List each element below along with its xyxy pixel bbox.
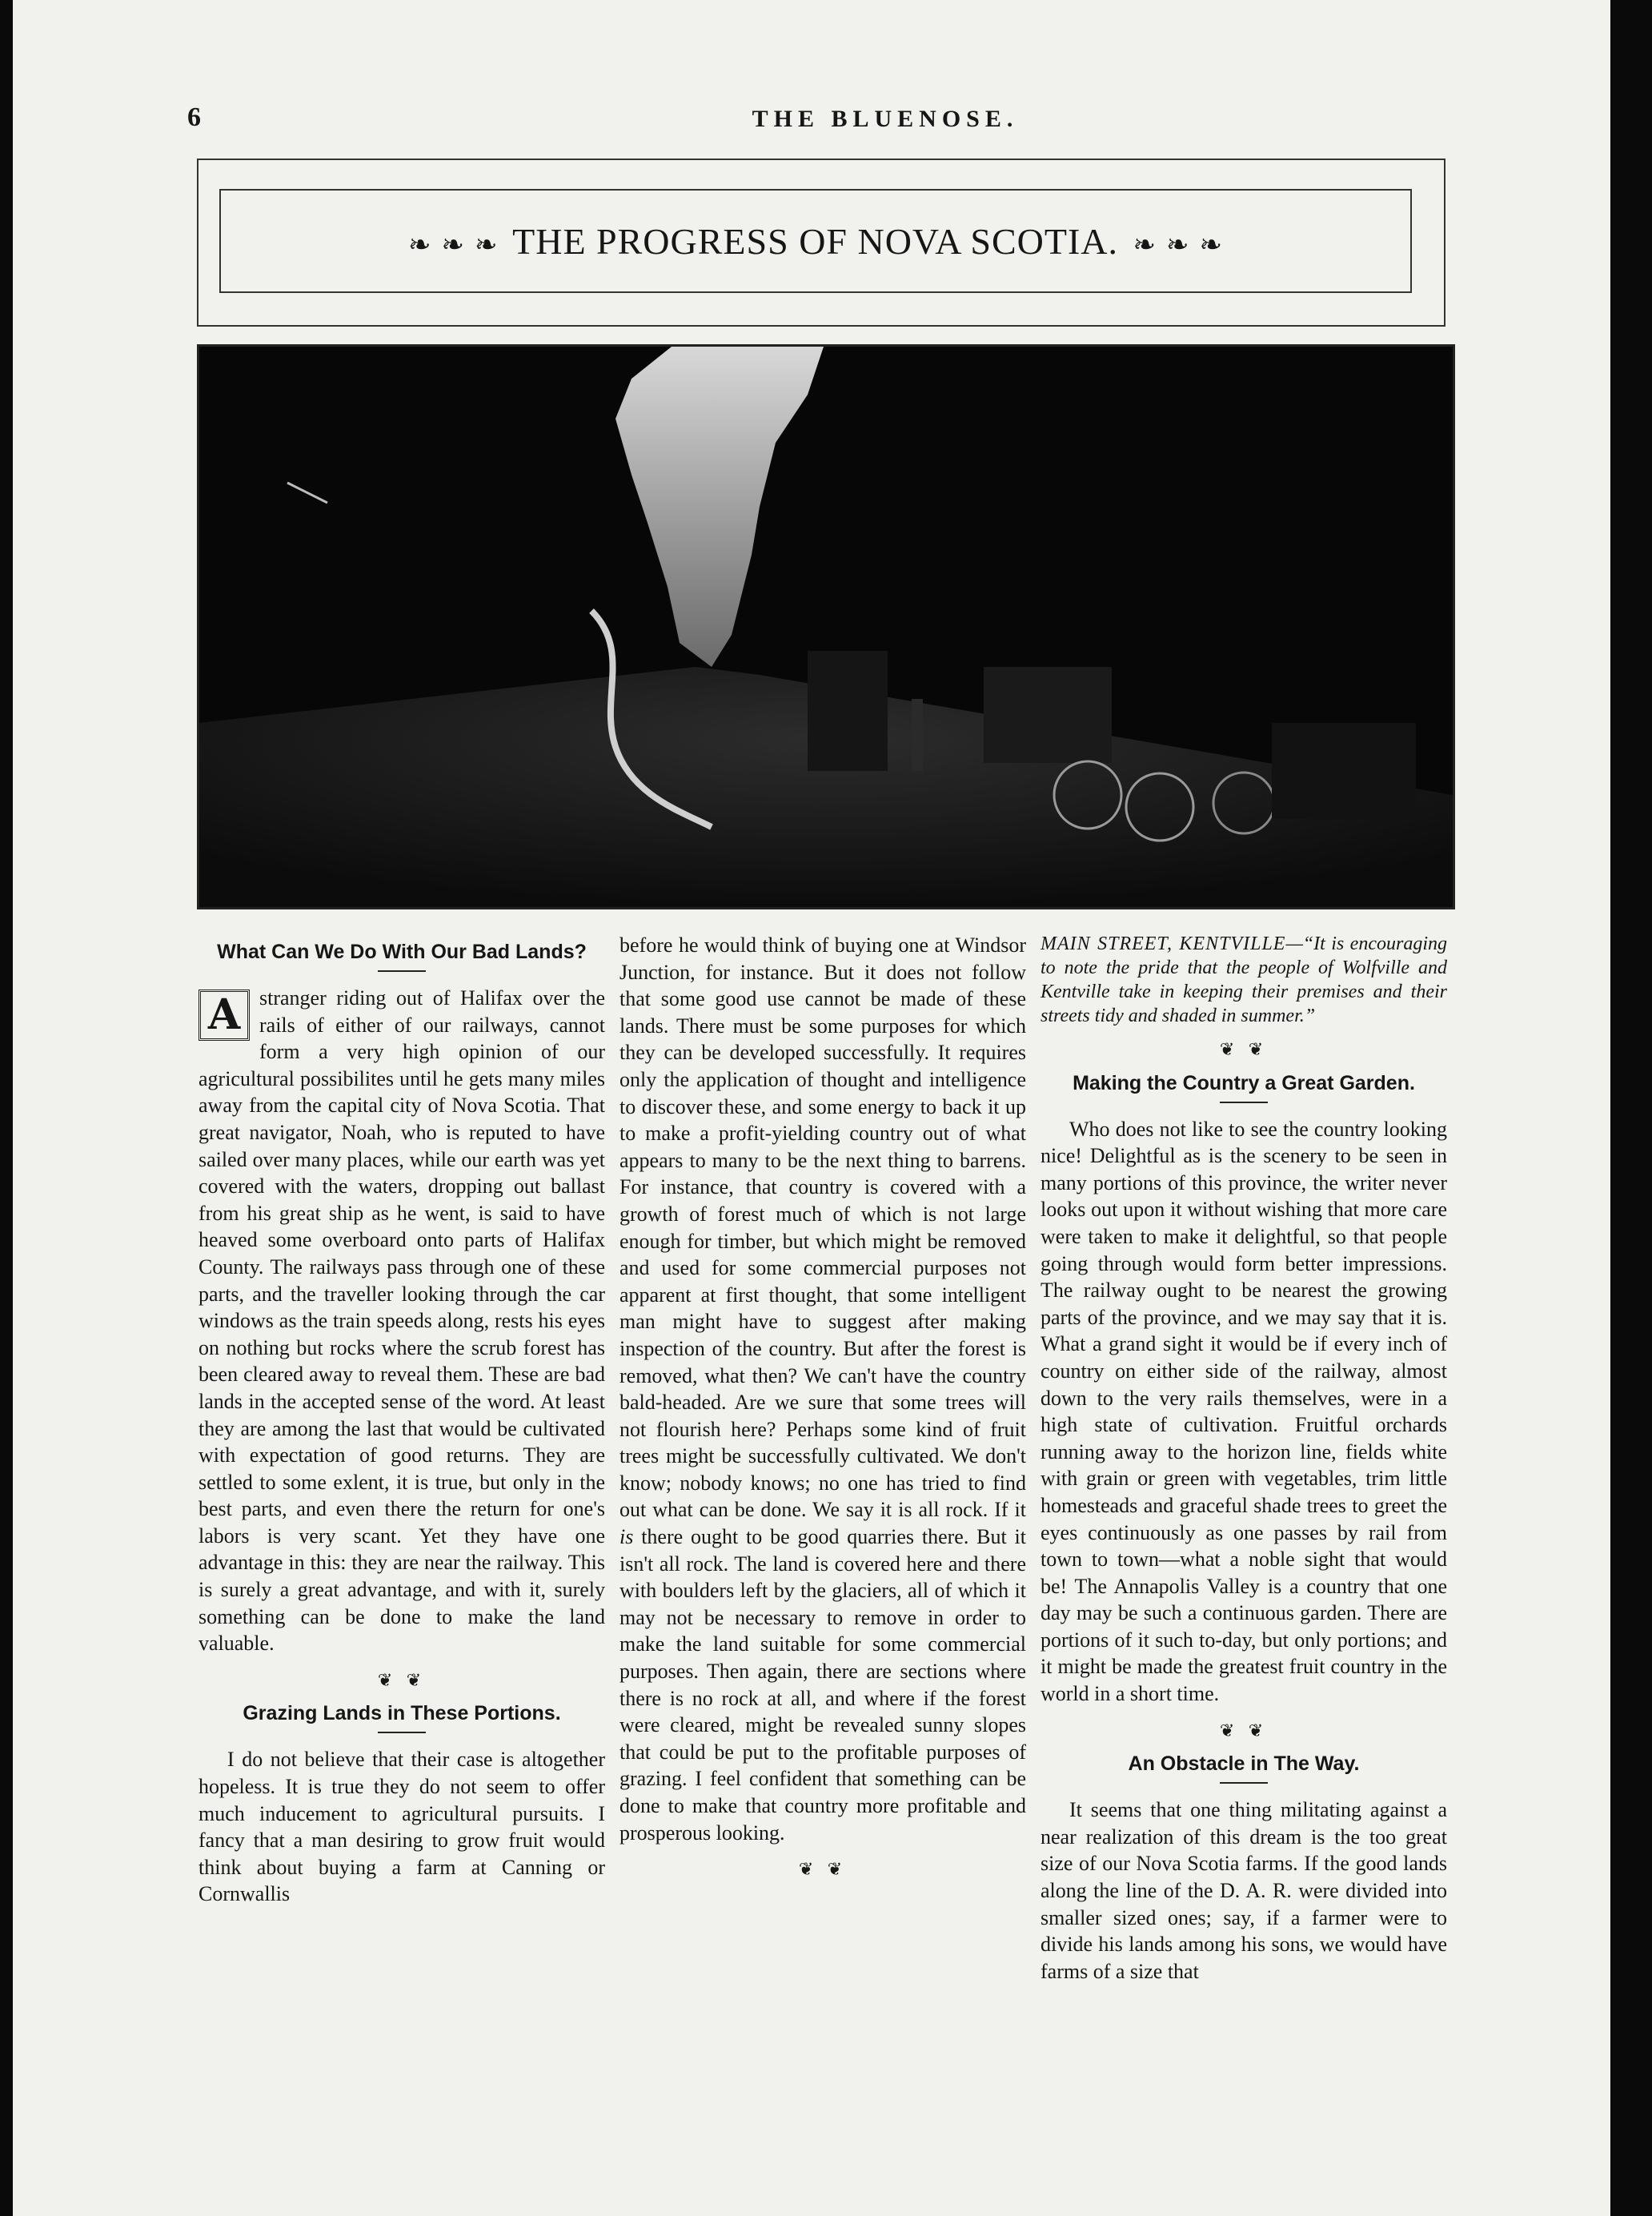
fleuron-icon: ❧ (474, 230, 499, 260)
ornament: ❦ ❦ (1219, 1039, 1269, 1059)
newspaper-page (13, 0, 1610, 2216)
photo-illustration (199, 347, 1453, 907)
section-title: THE PROGRESS OF NOVA SCOTIA. (512, 220, 1119, 262)
fleuron-icon: ❧ (407, 230, 432, 260)
figure (912, 699, 923, 771)
article-paragraph (620, 932, 1026, 1846)
article-title: Grazing Lands in These Portions. (243, 1702, 561, 1725)
column-1 (198, 932, 605, 1917)
ornament: ❦ ❦ (798, 1859, 848, 1880)
street-scene-photo (197, 344, 1455, 909)
article-title: Making the Country a Great Garden. (1073, 1071, 1415, 1094)
paragraph-text: before he would think of buying one at Windsor Junction, for instance. But it does not follow that some good use cannot be made of these lands. There must be some purposes for which they can be developed successfully. It requires only the application of thought and intelligence to discover these, and some energy to back it up to make a profit-yielding country out of what appears to many to be the next thing to barrens. For instance, that country is covered with a growth of forest much of which is not large enough for timber, but which might be removed and used for some commercial purposes not apparent at first thought, that some intelligent man might have to suggest after making inspection of the country. But after the forest is removed, what then? We can't have the country bald-headed. Are we sure that some trees will not flourish here? Perhaps some kind of fruit trees might be successfully cultivated. We don't know; nobody knows; no one has tried to find out what can be done. We say it is all rock. If it (620, 933, 1026, 1522)
building (984, 667, 1112, 763)
running-head: THE BLUENOSE. (752, 106, 1019, 132)
fleuron-icon: ❧ (1166, 230, 1190, 260)
fleuron-icon: ❧ (1199, 230, 1224, 260)
title-rule (1220, 1102, 1268, 1103)
paragraph-text: stranger riding out of Halifax over the rails of either of our railways, cannot form a very high opinion of our agricultural possibilites until he gets many miles away from the capital city of Nova Scotia. That great navigator, Noah, who is reputed to have sailed over many places, while our earth was yet covered with the waters, dropping out ballast from his great ship as he went, is said to have heaved some overboard onto parts of Halifax County. The railways pass through one of these parts, and the traveller looking through the car windows as the train speeds along, rests his eyes on nothing but rocks where the scrub forest has been cleared away to reveal them. These are bad lands in the accepted sense of the word. At least they are among the last that would be cultivated with expectation of good returns. They are settled to some exlent, it is true, but only in the best parts, and even there the return for one's labors is very scant. Yet they have one advantage in this: they are near the railway. This is surely a great advantage, and with it, surely something can be done to make the land valuable. (198, 986, 605, 1656)
article-paragraph (198, 985, 605, 1657)
section-masthead (197, 159, 1446, 327)
building (808, 651, 888, 771)
caption-text: —“It is encouraging to note the pride that the people of Wolfville and Kentville take in keeping their premises and their streets tidy and shaded in summer.” (1041, 933, 1447, 1026)
fleuron-icon: ❧ (441, 230, 465, 260)
fleuron-icon: ❧ (1133, 230, 1157, 260)
article-paragraph: Who does not like to see the country looking nice! Delightful as is the scenery to be seen in many portions of this province, the writer never looks out upon it without wishing that more care were taken to make it delightful, so that people going through would form better impressions. The railway ought to be nearest the growing parts of the province, and we may say that it is. What a grand sight it would be if every inch of country on either side of the railway, almost down to the very rails themselves, were in a high state of cultivation. Fruitful orchards running away to the horizon line, fields white with grain or green with vegetables, trim little homesteads and graceful shade trees to greet the eyes continuously as one passes by rail from town to town—what a noble sight that would be! The Annapolis Valley is a country that one day may be such a continuous garden. There are portions of it such to-day, but only portions; and it might be made the greatest fruit country in the world in a short time. (1041, 1117, 1447, 1706)
article-title: An Obstacle in The Way. (1128, 1752, 1360, 1776)
caption-label: MAIN STREET, KENTVILLE (1041, 933, 1286, 954)
title-rule (378, 970, 426, 972)
drop-cap: A (198, 990, 250, 1041)
photo-caption (1041, 932, 1447, 1028)
horse (1272, 723, 1416, 819)
title-rule (1220, 1782, 1268, 1784)
article-paragraph: I do not believe that their case is altogether hopeless. It is true they do not seem to offer much inducement to agricultural pursuits. I fancy that a man desiring to grow fruit would think about buying a farm at Canning or Cornwallis (198, 1748, 605, 1906)
column-3 (1041, 932, 1447, 1994)
ornament: ❦ ❦ (1219, 1720, 1269, 1740)
column-2 (620, 932, 1026, 1889)
title-rule (378, 1732, 426, 1733)
ornament: ❦ ❦ (377, 1669, 427, 1690)
article-paragraph: It seems that one thing militating against a near realization of this dream is the too great size of our Nova Scotia farms. If the good lands along the line of the D. A. R. were divided into smaller sized ones; say, if a farmer were to divide his lands among his sons, we would have farms of a size that (1041, 1798, 1447, 1983)
section-title-line (403, 220, 1228, 263)
emphasis: is (620, 1525, 634, 1549)
article-title: What Can We Do With Our Bad Lands? (217, 941, 587, 963)
section-masthead-inner (219, 189, 1412, 293)
page-number: 6 (187, 102, 201, 132)
paragraph-text: there ought to be good quarries there. But it isn't all rock. The land is covered here and there with boulders left by the glaciers, all of which it may not be necessary to remove in order to make the land suitable for some commercial purposes. Then again, there are sections where there is no rock at all, and where if the forest were cleared, might be revealed sunny slopes that could be put to the profitable purposes of grazing. I feel confident that something can be done to make that country more profitable and prosperous looking. (620, 1525, 1027, 1845)
